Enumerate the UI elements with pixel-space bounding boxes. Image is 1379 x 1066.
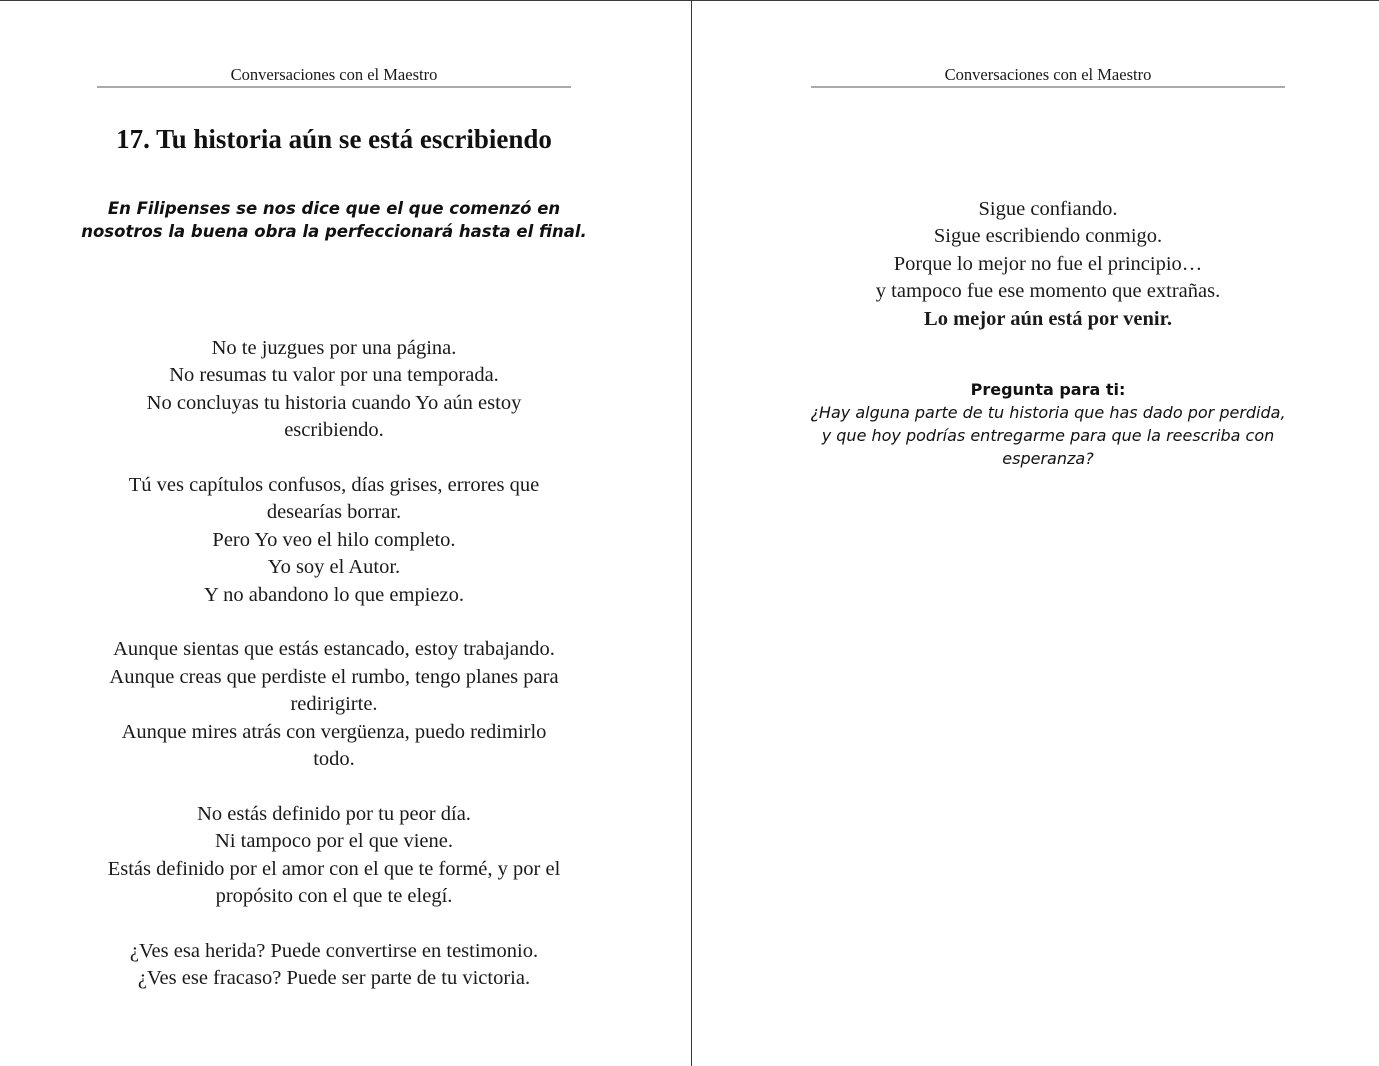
header-rule: [97, 86, 571, 88]
closing-body: [772, 196, 1324, 333]
body-line: No te juzgues por una página.: [211, 337, 457, 359]
running-head: Conversaciones con el Maestro: [230, 65, 438, 84]
question-label: Pregunta para ti:: [970, 380, 1126, 399]
chapter-title: 17. Tu historia aún se está escribiendo: [116, 124, 552, 154]
paragraph-gap: [70, 445, 598, 472]
paragraph-gap: [70, 910, 598, 937]
body-line: ¿Ves ese fracaso? Puede ser parte de tu victoria.: [137, 967, 531, 990]
body-line: Aunque creas que perdiste el rumbo, tengo planes para: [109, 665, 559, 688]
body-line: propósito con el que te elegí.: [215, 885, 453, 908]
body-line: Tú ves capítulos confusos, días grises, errores que: [128, 474, 540, 497]
body-line: No estás definido por tu peor día.: [197, 802, 471, 825]
chapter-body: [70, 335, 598, 993]
body-line: No resumas tu valor por una temporada.: [169, 364, 499, 387]
body-line: Porque lo mejor no fue el principio…: [893, 252, 1203, 275]
body-line: todo.: [313, 748, 355, 771]
body-line: No concluyas tu historia cuando Yo aún estoy: [146, 391, 522, 414]
body-line: Aunque mires atrás con vergüenza, puedo redimirlo: [121, 720, 547, 743]
reflection-question: [778, 378, 1318, 470]
paragraph-gap: [70, 773, 598, 800]
body-line: Ni tampoco por el que viene.: [215, 830, 453, 853]
body-line: escribiendo.: [284, 419, 384, 442]
body-line: redirigirte.: [290, 693, 378, 716]
body-line: Pero Yo veo el hilo completo.: [212, 528, 456, 551]
body-line: Sigue confiando.: [978, 198, 1118, 220]
body-line: Estás definido por el amor con el que te formé, y por el: [107, 857, 561, 880]
epigraph-line: En Filipenses se nos dice que el que comenzó en: [107, 199, 561, 218]
paragraph-gap: [70, 609, 598, 636]
question-line: y que hoy podrías entregarme para que la reescriba con: [821, 426, 1275, 445]
epigraph-line: nosotros la buena obra la perfeccionará hasta el final.: [81, 222, 587, 241]
body-line: y tampoco fue ese momento que extrañas.: [875, 280, 1221, 303]
closing-line: Lo mejor aún está por venir.: [924, 307, 1172, 330]
header-rule: [811, 86, 1285, 88]
body-line: desearías borrar.: [266, 501, 402, 524]
body-line: Y no abandono lo que empiezo.: [204, 583, 464, 606]
running-head: Conversaciones con el Maestro: [944, 65, 1152, 84]
body-line: ¿Ves esa herida? Puede convertirse en testimonio.: [129, 939, 539, 962]
epigraph: [60, 197, 608, 243]
question-line: esperanza?: [1002, 449, 1094, 468]
right-page: [692, 0, 1379, 1066]
question-line: ¿Hay alguna parte de tu historia que has dado por perdida,: [810, 403, 1286, 422]
body-line: Aunque sientas que estás estancado, estoy trabajando.: [113, 638, 555, 661]
body-line: Yo soy el Autor.: [267, 556, 401, 579]
body-line: Sigue escribiendo conmigo.: [933, 225, 1163, 248]
